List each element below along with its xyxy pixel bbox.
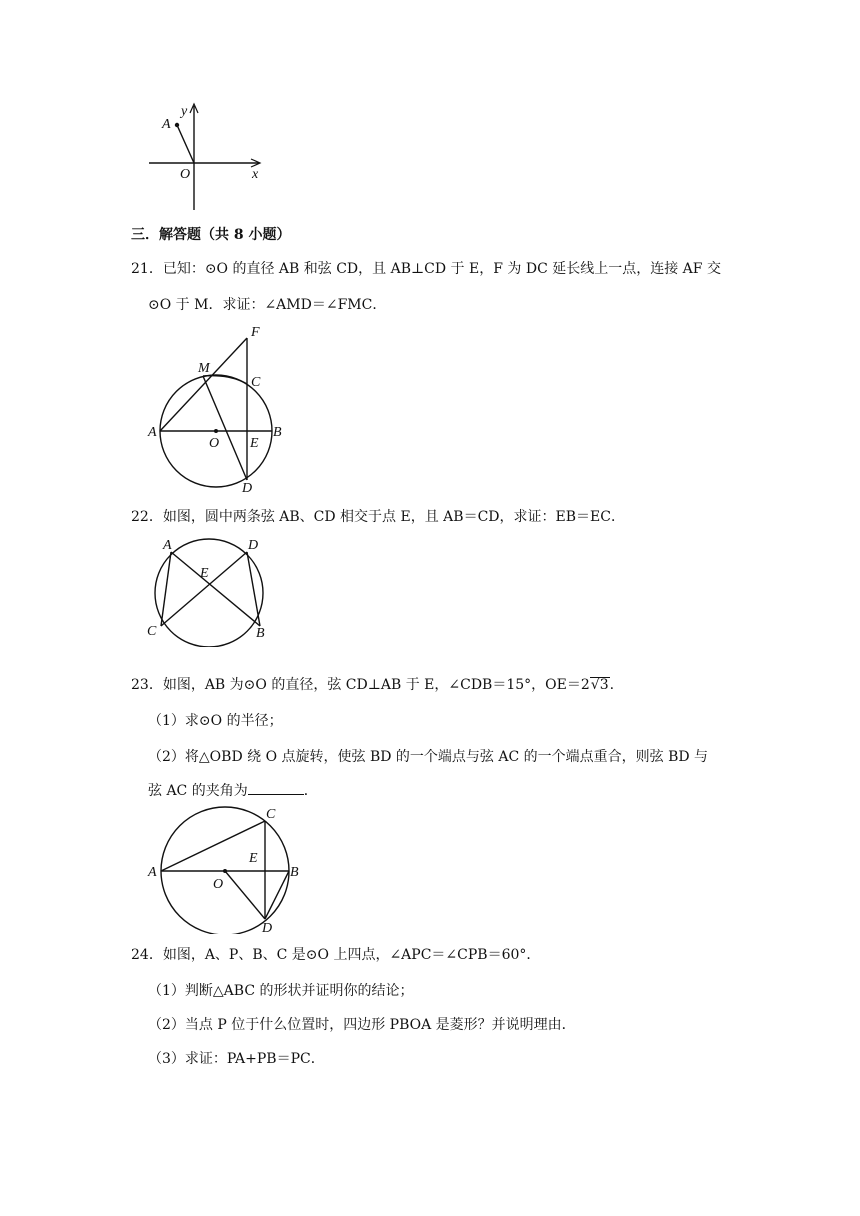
axis-label-y: y	[181, 104, 188, 119]
q21-line1: 21．已知：⊙O 的直径 AB 和弦 CD，且 AB⊥CD 于 E，F 为 DC 延长线上一点，连接 AF 交	[131, 261, 721, 277]
q22-label-a: A	[163, 538, 172, 553]
q21-label-a: A	[148, 425, 157, 440]
figure-axes	[145, 100, 265, 212]
point-label-a: A	[162, 117, 171, 132]
q23-label-b: B	[290, 865, 299, 880]
figure-q22	[143, 535, 278, 647]
q23-part2b-end: ．	[303, 783, 318, 799]
q22-line1: 22．如图，圆中两条弦 AB、CD 相交于点 E，且 AB＝CD，求证：EB＝EC．	[131, 509, 625, 525]
q23-part1: （1）求⊙O 的半径；	[148, 713, 283, 729]
q24-part2: （2）当点 P 位于什么位置时，四边形 PBOA 是菱形？并说明理由．	[148, 1017, 576, 1033]
q23-line1	[131, 676, 614, 694]
sqrt-symbol: √3	[590, 677, 609, 693]
q21-label-o: O	[209, 436, 220, 451]
q22-label-c: C	[147, 624, 157, 639]
answer-blank[interactable]	[248, 780, 304, 795]
q24-part3: （3）求证：PA+PB＝PC．	[148, 1051, 325, 1067]
figure-q23	[143, 804, 305, 934]
q22-label-b: B	[256, 626, 265, 641]
q21-line2: ⊙O 于 M．求证：∠AMD＝∠FMC．	[148, 297, 387, 313]
q21-label-b: B	[273, 425, 282, 440]
q23-part2b	[148, 780, 318, 800]
axis-label-x: x	[252, 167, 259, 182]
sqrt-value: 3	[599, 677, 609, 693]
q21-label-f: F	[251, 325, 260, 340]
q21-label-e: E	[250, 436, 259, 451]
figure-q21	[140, 322, 300, 494]
q23-label-c: C	[266, 807, 276, 822]
q21-label-d: D	[242, 481, 253, 494]
q21-label-c: C	[251, 375, 261, 390]
section-title: 三．解答题（共 8 小题）	[131, 227, 291, 243]
q24-line1: 24．如图，A、P、B、C 是⊙O 上四点，∠APC＝∠CPB＝60°．	[131, 947, 541, 963]
q22-label-d: D	[248, 538, 259, 553]
q23-part2a: （2）将△OBD 绕 O 点旋转，使弦 BD 的一个端点与弦 AC 的一个端点重合，则弦 BD 与	[148, 749, 709, 765]
q21-label-m: M	[198, 361, 210, 376]
point-label-o: O	[180, 167, 191, 182]
q23-label-a: A	[148, 865, 157, 880]
q23-label-d: D	[262, 921, 273, 934]
q23-part2b-text: 弦 AC 的夹角为	[148, 783, 248, 799]
q23-line1-text: 23．如图，AB 为⊙O 的直径，弦 CD⊥AB 于 E，∠CDB＝15°，OE＝2	[131, 677, 590, 693]
q23-line1-end: .	[609, 677, 615, 693]
q22-label-e: E	[200, 566, 209, 581]
q24-part1: （1）判断△ABC 的形状并证明你的结论；	[148, 983, 414, 999]
q23-label-o: O	[213, 877, 224, 892]
q23-label-e: E	[249, 851, 258, 866]
